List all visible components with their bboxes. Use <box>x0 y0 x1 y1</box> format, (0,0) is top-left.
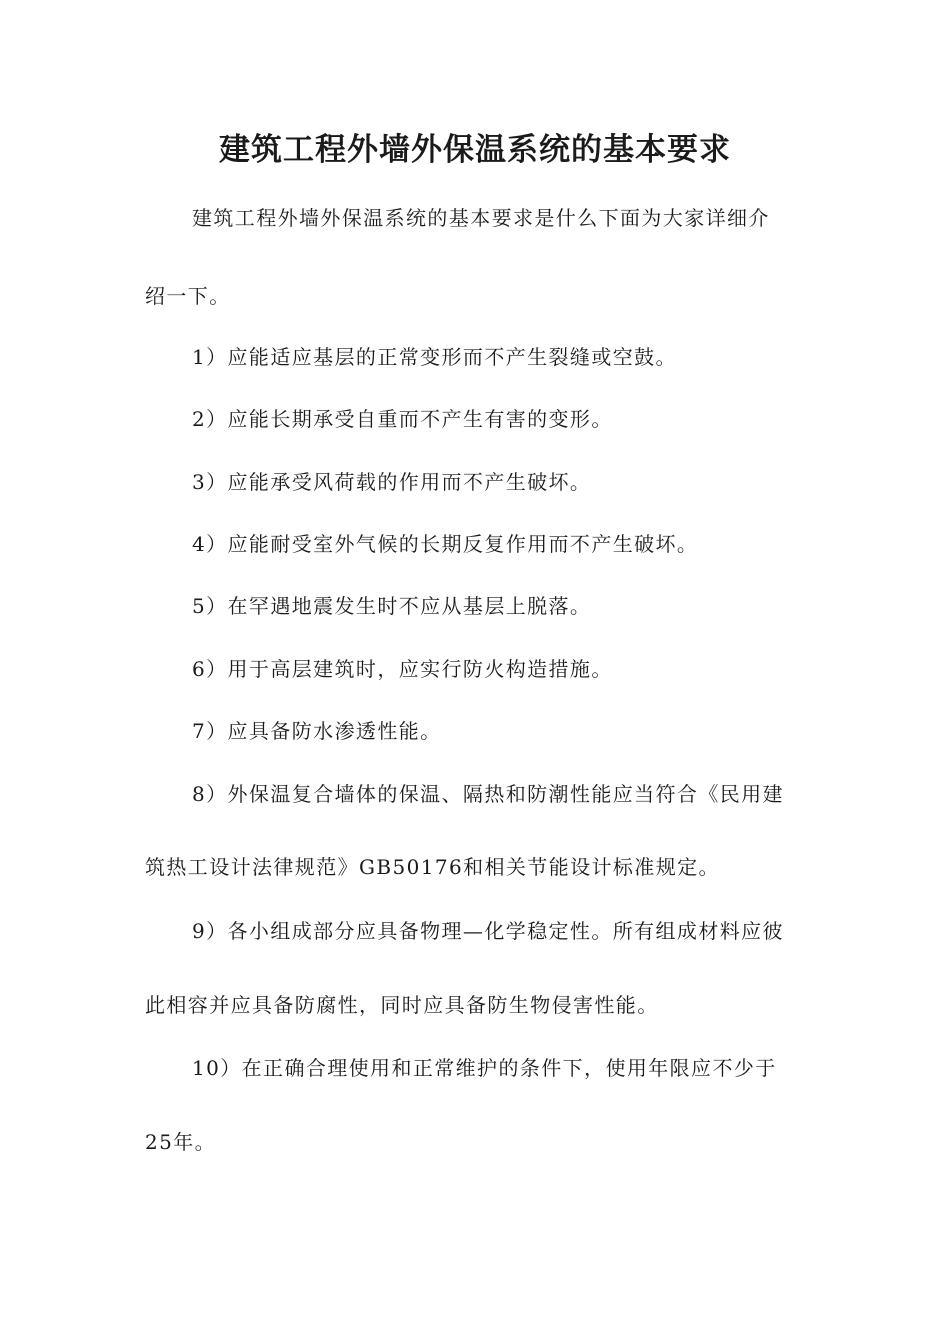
list-item-10-line-1: 10）在正确合理使用和正常维护的条件下，使用年限应不少于 <box>192 1056 777 1080</box>
list-item-7: 7）应具备防水渗透性能。 <box>192 719 442 743</box>
list-item-9-line-2: 此相容并应具备防腐性，同时应具备防生物侵害性能。 <box>145 993 659 1017</box>
list-item-8-line-1: 8）外保温复合墙体的保温、隔热和防潮性能应当符合《民用建 <box>192 782 784 806</box>
list-item-6: 6）用于高层建筑时，应实行防火构造措施。 <box>192 657 613 681</box>
intro-paragraph-line-1: 建筑工程外墙外保温系统的基本要求是什么下面为大家详细介 <box>192 206 770 230</box>
list-item-2: 2）应能长期承受自重而不产生有害的变形。 <box>192 407 613 431</box>
list-item-10-line-2: 25年。 <box>145 1130 217 1154</box>
list-item-9-line-1: 9）各小组成部分应具备物理—化学稳定性。所有组成材料应彼 <box>192 919 784 943</box>
document-title: 建筑工程外墙外保温系统的基本要求 <box>219 132 731 168</box>
list-item-4: 4）应能耐受室外气候的长期反复作用而不产生破坏。 <box>192 532 699 556</box>
list-item-8-line-2: 筑热工设计法律规范》GB50176和相关节能设计标准规定。 <box>145 855 720 879</box>
list-item-3: 3）应能承受风荷载的作用而不产生破坏。 <box>192 470 592 494</box>
intro-paragraph-line-2: 绍一下。 <box>145 284 231 308</box>
list-item-5: 5）在罕遇地震发生时不应从基层上脱落。 <box>192 594 592 618</box>
list-item-1: 1）应能适应基层的正常变形而不产生裂缝或空鼓。 <box>192 345 677 369</box>
